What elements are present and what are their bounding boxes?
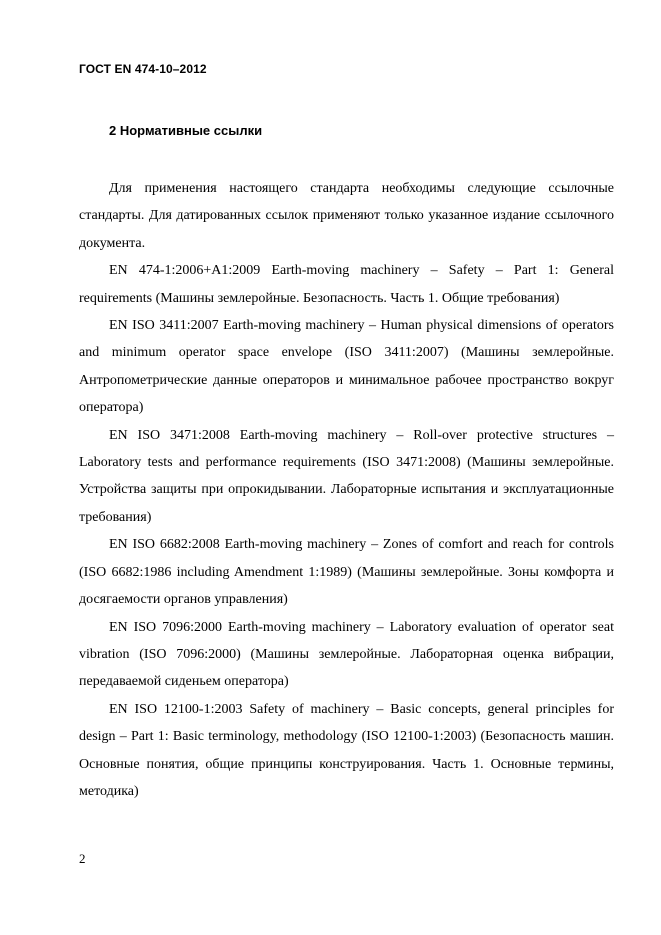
document-header: ГОСТ EN 474-10–2012 [79,62,207,76]
reference-en-iso-7096: EN ISO 7096:2000 Earth-moving machinery – Laboratory evaluation of operator seat vibration (ISO 7096:2000) (Машины землеройные. Лабораторная оценка вибрации, передаваемой сиденьем оператора) [79,619,614,690]
reference-en-iso-12100-1: EN ISO 12100-1:2003 Safety of machinery – Basic concepts, general principles for design – Part 1: Basic terminology, methodology (ISO 12100-1:2003) (Безопасность машин. Основные понятия, общие принципы конструирования. Часть 1. Основные термины, методика) [79,701,614,799]
section-title: 2 Нормативные ссылки [109,123,263,138]
intro-paragraph: Для применения настоящего стандарта необходимы следующие ссылочные стандарты. Для датированных ссылок применяют только указанное издание ссылочного документа. [79,181,614,251]
references-body [79,175,614,805]
page-number: 2 [79,851,86,866]
reference-en-iso-3471: EN ISO 3471:2008 Earth-moving machinery – Roll-over protective structures – Laboratory tests and performance requirements (ISO 3471:2008) (Машины землеройные. Устройства защиты при опрокидывании. Лабораторные испытания и эксплуатационные требования) [79,427,614,525]
reference-en-474-1: EN 474-1:2006+A1:2009 Earth-moving machinery – Safety – Part 1: General requirements (Машины землеройные. Безопасность. Часть 1. Общие требования) [79,263,614,306]
reference-en-iso-6682: EN ISO 6682:2008 Earth-moving machinery – Zones of comfort and reach for controls (ISO 6682:1986 including Amendment 1:1989) (Машины землеройные. Зоны комфорта и досягаемости органов управления) [79,537,614,608]
reference-en-iso-3411: EN ISO 3411:2007 Earth-moving machinery – Human physical dimensions of operators and minimum operator space envelope (ISO 3411:2007) (Машины землеройные. Антропометрические данные операторов и минимальное рабочее пространство вокруг оператора) [79,318,614,416]
